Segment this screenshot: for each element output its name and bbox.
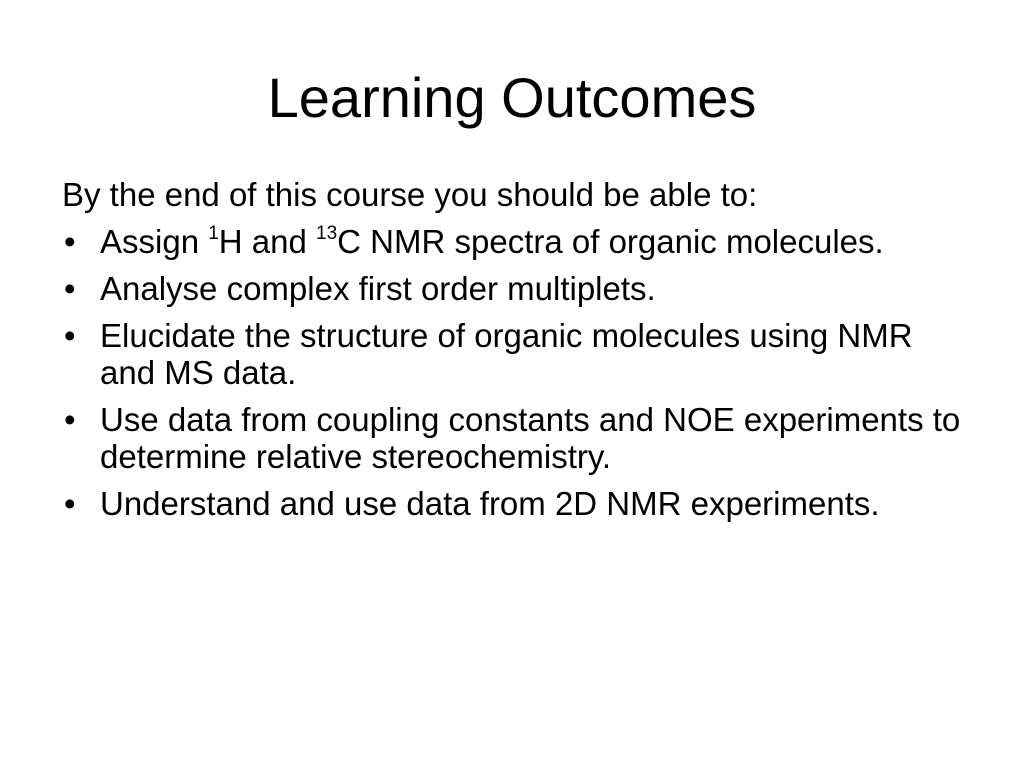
list-item-text: Elucidate the structure of organic molecules using NMR and MS data. (100, 317, 913, 391)
list-item-text: Use data from coupling constants and NOE experiments to determine relative stereochemistry. (100, 401, 961, 475)
superscript: 1 (208, 223, 219, 244)
superscript: 13 (316, 223, 338, 244)
list-item (62, 401, 962, 475)
bullet-icon: • (64, 317, 76, 354)
bullet-icon: • (64, 270, 76, 307)
bullet-icon: • (64, 485, 76, 522)
list-item (62, 485, 962, 522)
list-item (62, 270, 962, 307)
bullet-icon: • (64, 401, 76, 438)
list-item-text: Analyse complex first order multiplets. (100, 270, 656, 307)
text-run: Assign (100, 223, 209, 260)
list-item-text (100, 223, 884, 260)
outcomes-list (62, 223, 962, 522)
slide-title: Learning Outcomes (267, 66, 757, 129)
intro-text: By the end of this course you should be able to: (62, 176, 758, 213)
slide-content (62, 176, 962, 532)
list-item (62, 317, 962, 391)
list-item-text: Understand and use data from 2D NMR experiments. (100, 485, 880, 522)
bullet-icon: • (64, 223, 76, 260)
text-run: C NMR spectra of organic molecules. (337, 223, 884, 260)
text-run: H and (218, 223, 317, 260)
list-item (62, 223, 962, 260)
